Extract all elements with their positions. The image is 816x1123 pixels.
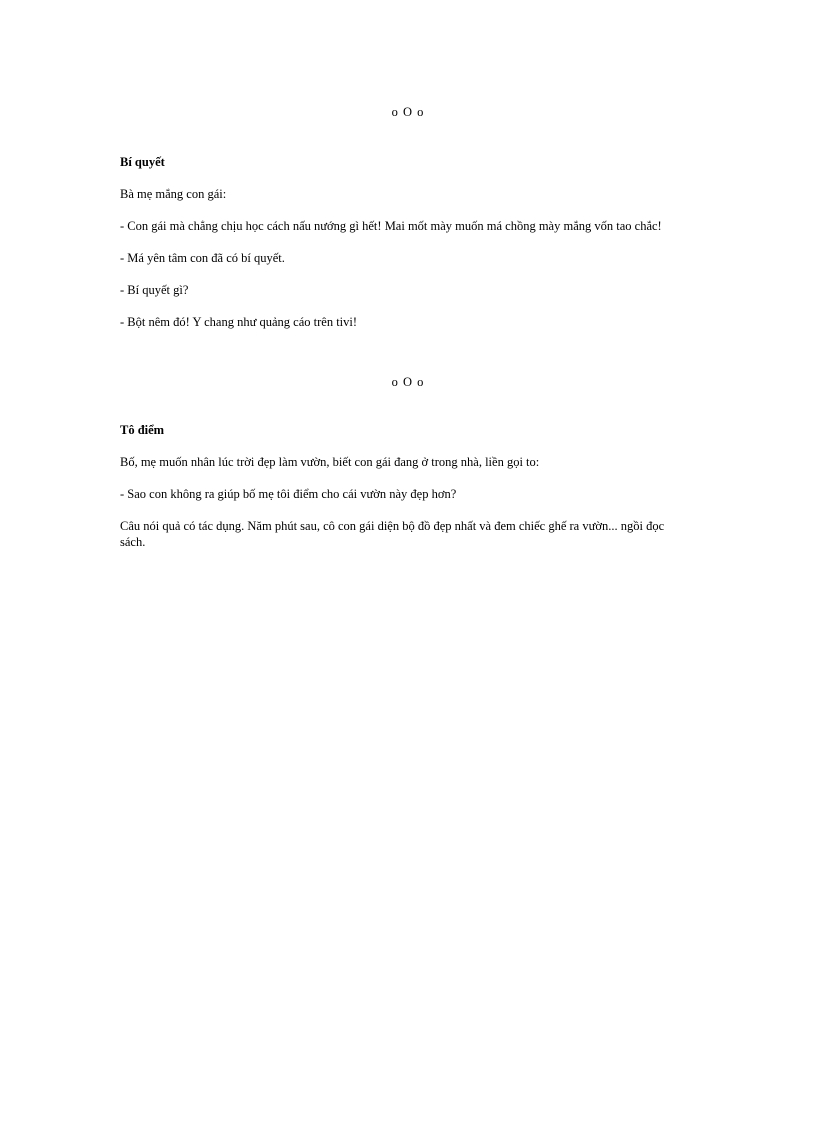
story-paragraph: - Bột nêm đó! Y chang như quảng cáo trên tivi! <box>120 315 358 329</box>
story-bi-quyet <box>120 154 690 330</box>
story-paragraph: - Con gái mà chẳng chịu học cách nấu nướng gì hết! Mai mốt mày muốn má chồng mày mắng vốn tao chắc! <box>120 219 662 233</box>
story-paragraph: Bố, mẹ muốn nhân lúc trời đẹp làm vườn, biết con gái đang ở trong nhà, liền gọi to: <box>120 455 540 469</box>
section-separator: o O o <box>391 375 425 389</box>
story-paragraph: - Sao con không ra giúp bố mẹ tôi điểm cho cái vườn này đẹp hơn? <box>120 487 457 501</box>
story-to-diem <box>120 422 690 550</box>
section-separator: o O o <box>391 105 425 119</box>
story-paragraph: Câu nói quả có tác dụng. Năm phút sau, cô con gái diện bộ đồ đẹp nhất và đem chiếc ghế ra vườn... ngồi đọc sách. <box>120 519 665 549</box>
document-body <box>120 104 690 566</box>
story-title: Tô điểm <box>120 423 165 437</box>
story-paragraph: - Má yên tâm con đã có bí quyết. <box>120 251 285 265</box>
story-paragraph: Bà mẹ mắng con gái: <box>120 187 227 201</box>
story-title: Bí quyết <box>120 155 165 169</box>
story-paragraph: - Bí quyết gì? <box>120 283 189 297</box>
